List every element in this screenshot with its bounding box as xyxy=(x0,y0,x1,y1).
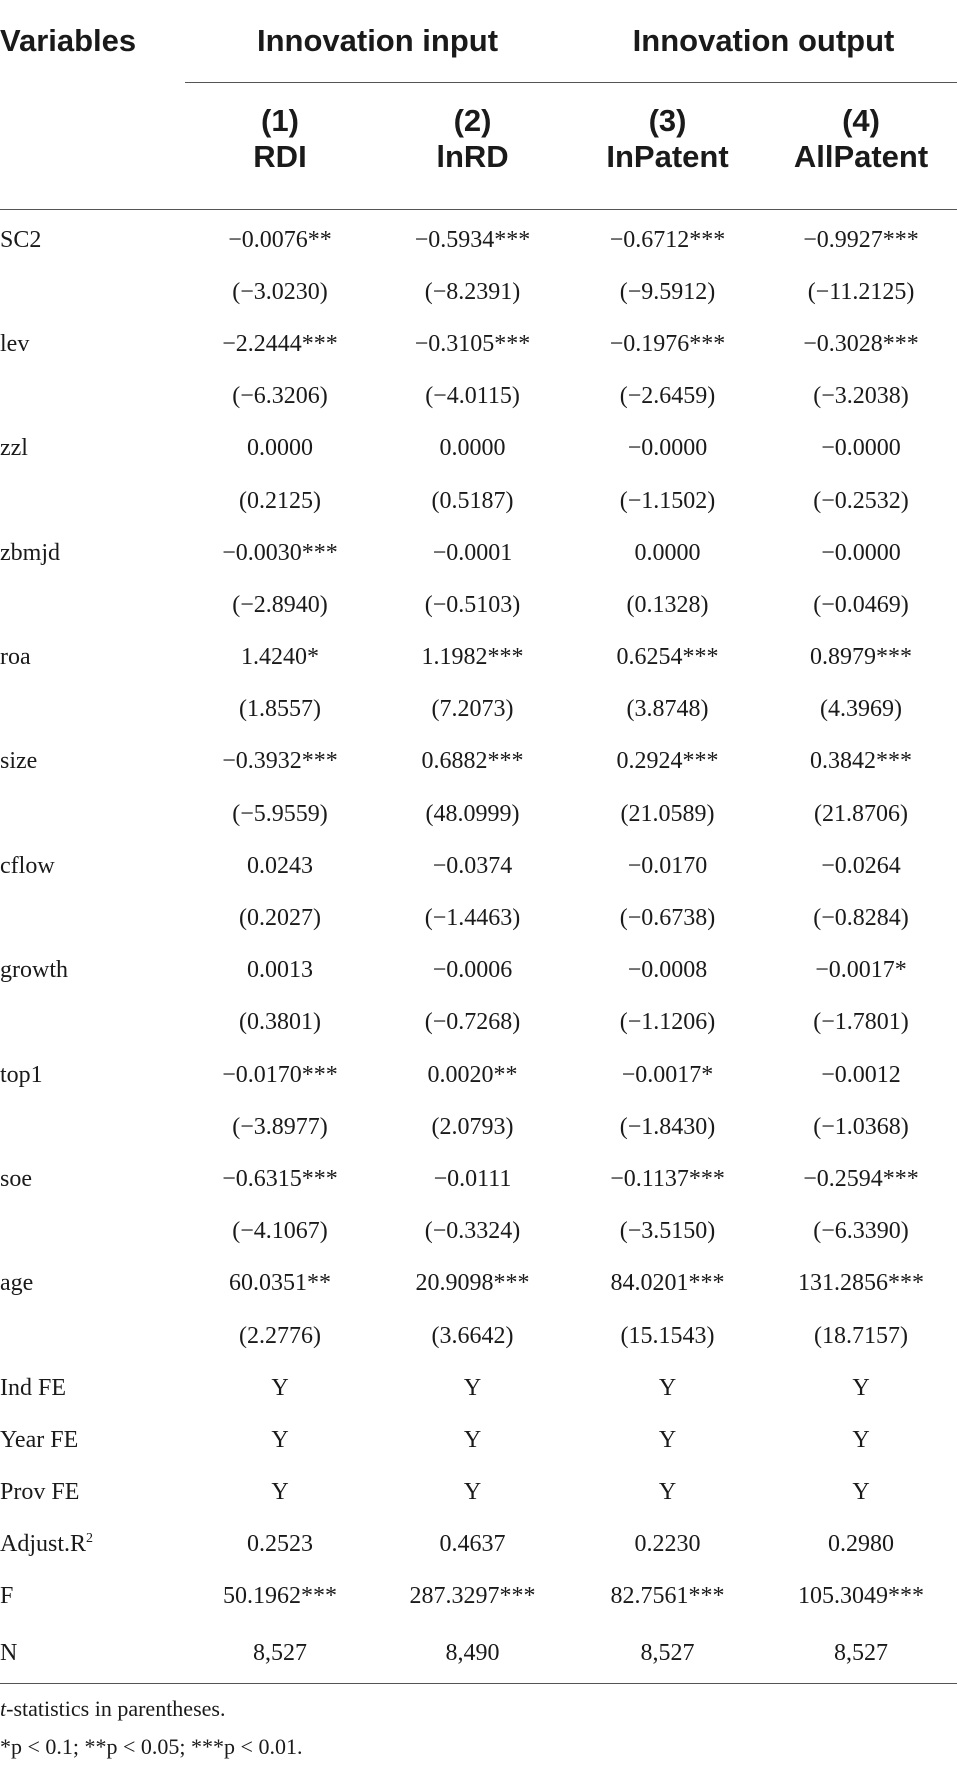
row-label: Ind FE xyxy=(0,1374,66,1401)
table-row xyxy=(0,1467,957,1519)
col-number-2: (2) xyxy=(453,103,492,138)
table-cell: 0.0020** xyxy=(427,1061,518,1088)
group-innovation-input: Innovation input xyxy=(256,23,499,58)
table-cell: Y xyxy=(852,1374,870,1401)
table-cell: 1.4240* xyxy=(241,644,319,671)
table-cell: −0.9927*** xyxy=(803,226,919,253)
table-cell: (−0.5103) xyxy=(424,591,521,618)
table-cell: (−0.7268) xyxy=(424,1009,521,1036)
table-cell: (3.6642) xyxy=(431,1322,514,1349)
table-row xyxy=(0,736,957,788)
table-cell: 0.0000 xyxy=(634,539,701,566)
table-cell: Y xyxy=(658,1426,677,1453)
table-row xyxy=(0,1310,957,1362)
table-cell: (21.0589) xyxy=(620,800,715,827)
row-label: growth xyxy=(0,957,68,984)
table-cell: (−8.2391) xyxy=(424,278,521,305)
table-cell: −0.0000 xyxy=(821,539,901,566)
table-cell: (−1.0368) xyxy=(813,1113,909,1140)
table-cell: −0.0006 xyxy=(432,957,513,984)
table-cell: −0.0374 xyxy=(432,852,513,879)
table-cell: Y xyxy=(463,1479,482,1506)
table-row xyxy=(0,1519,957,1571)
table-cell: 20.9098*** xyxy=(415,1270,530,1297)
table-cell: (−11.2125) xyxy=(807,278,915,305)
table-row xyxy=(0,527,957,579)
col-number-4: (4) xyxy=(842,103,880,138)
variables-header: Variables xyxy=(0,23,137,59)
table-cell: −0.3932*** xyxy=(222,748,338,775)
note-significance: *p < 0.1; **p < 0.05; ***p < 0.01. xyxy=(0,1734,303,1759)
table-cell: −0.1137*** xyxy=(610,1165,725,1192)
note-t-statistics: t-statistics in parentheses. xyxy=(0,1696,226,1721)
table-cell: (1.8557) xyxy=(239,696,321,723)
table-cell: Y xyxy=(852,1479,870,1506)
table-cell: (−0.3324) xyxy=(424,1218,521,1245)
table-row xyxy=(0,1153,957,1205)
table-cell: 8,527 xyxy=(185,1623,375,1684)
row-label xyxy=(0,997,185,1049)
col-number-3: (3) xyxy=(648,103,687,138)
table-row xyxy=(0,997,957,1049)
table-row xyxy=(0,318,957,370)
table-cell: (18.7157) xyxy=(814,1322,908,1349)
table-cell: (−1.1206) xyxy=(619,1009,716,1036)
table-cell: 0.3842*** xyxy=(810,748,913,775)
table-cell: −0.0170*** xyxy=(222,1061,338,1088)
table-cell: −0.0170 xyxy=(627,852,708,879)
row-label: cflow xyxy=(0,852,55,879)
row-label: zzl xyxy=(0,435,28,462)
table-cell: (21.8706) xyxy=(814,800,908,827)
row-label: age xyxy=(0,1270,34,1297)
table-row xyxy=(0,1362,957,1414)
row-label: N xyxy=(0,1623,185,1684)
table-cell: −0.0008 xyxy=(627,957,708,984)
row-label: lev xyxy=(0,330,30,357)
table-cell: −0.0030*** xyxy=(222,539,338,566)
table-cell: 8,490 xyxy=(375,1623,570,1684)
row-label: SC2 xyxy=(0,226,42,253)
table-cell: 0.8979*** xyxy=(810,644,913,671)
table-cell: −0.2594*** xyxy=(803,1165,919,1192)
table-cell: 0.2523 xyxy=(247,1531,313,1558)
row-label: $Adjust.R^2$ xyxy=(0,1531,94,1558)
table-cell: (4.3969) xyxy=(820,696,902,723)
table-cell: (−4.0115) xyxy=(425,383,520,410)
table-cell: (−0.2532) xyxy=(813,487,909,514)
table-cell: Y xyxy=(271,1426,289,1453)
table-cell: Y xyxy=(463,1426,482,1453)
table-cell: 131.2856*** xyxy=(798,1270,925,1297)
table-cell: (−0.8284) xyxy=(813,905,909,932)
table-cell: (0.1328) xyxy=(626,591,709,618)
table-cell: −0.0000 xyxy=(821,435,901,462)
row-label: zbmjd xyxy=(0,539,60,566)
table-cell: (−6.3390) xyxy=(813,1218,909,1245)
table-cell: 105.3049*** xyxy=(798,1583,925,1610)
table-cell: −0.0012 xyxy=(821,1061,901,1088)
row-label: size xyxy=(0,748,38,775)
col-name-inpatent: InPatent xyxy=(570,139,765,210)
table-cell: Y xyxy=(658,1479,677,1506)
table-row xyxy=(0,1049,957,1101)
table-row xyxy=(0,1623,957,1684)
table-cell: (2.0793) xyxy=(431,1113,514,1140)
table-cell: Y xyxy=(271,1374,289,1401)
table-cell: −0.0017* xyxy=(815,957,907,984)
table-cell: Y xyxy=(852,1426,870,1453)
table-row xyxy=(0,945,957,997)
col-name-rdi: RDI xyxy=(185,139,375,210)
table-cell: −0.0111 xyxy=(433,1165,512,1192)
table-cell: −0.0000 xyxy=(627,435,708,462)
row-label xyxy=(0,1310,185,1362)
table-cell: (−9.5912) xyxy=(619,278,716,305)
table-cell: (−0.6738) xyxy=(619,905,716,932)
table-cell: (15.1543) xyxy=(620,1322,715,1349)
table-cell: (48.0999) xyxy=(425,800,520,827)
table-row xyxy=(0,475,957,527)
table-cell: 0.6882*** xyxy=(421,748,524,775)
table-cell: 0.0243 xyxy=(247,852,313,879)
table-cell: (0.3801) xyxy=(239,1009,321,1036)
table-cell: −0.0076** xyxy=(228,226,332,253)
table-cell: (−3.2038) xyxy=(813,383,909,410)
row-label: Prov FE xyxy=(0,1479,80,1506)
table-cell: 0.0000 xyxy=(439,435,506,462)
col-name-lnrd: lnRD xyxy=(375,139,570,210)
table-cell: (−1.7801) xyxy=(813,1009,909,1036)
table-cell: Y xyxy=(658,1374,677,1401)
table-row xyxy=(0,840,957,892)
table-cell: −0.3028*** xyxy=(803,330,919,357)
table-row xyxy=(0,684,957,736)
table-row xyxy=(0,1101,957,1153)
table-cell: 0.4637 xyxy=(439,1531,506,1558)
table-cell: −0.0001 xyxy=(432,539,513,566)
row-label xyxy=(0,788,185,840)
row-label: Year FE xyxy=(0,1426,79,1453)
row-label xyxy=(0,266,185,318)
group-innovation-output: Innovation output xyxy=(632,23,895,58)
row-label: top1 xyxy=(0,1061,43,1088)
table-cell: (−6.3206) xyxy=(232,383,328,410)
row-label xyxy=(0,371,185,423)
table-cell: −0.0264 xyxy=(821,852,901,879)
row-label xyxy=(0,684,185,736)
table-cell: 0.2980 xyxy=(828,1531,895,1558)
table-cell: −2.2444*** xyxy=(222,330,338,357)
table-cell: (−3.5150) xyxy=(619,1218,716,1245)
table-cell: (−4.1067) xyxy=(232,1218,328,1245)
table-cell: 0.0000 xyxy=(247,435,313,462)
table-cell: 0.6254*** xyxy=(616,644,719,671)
row-label: F xyxy=(0,1583,14,1610)
table-cell: 0.0013 xyxy=(247,957,313,984)
table-body xyxy=(0,210,957,1684)
table-cell: (2.2776) xyxy=(239,1322,321,1349)
table-cell: (−3.0230) xyxy=(232,278,328,305)
table-cell: (−1.8430) xyxy=(619,1113,716,1140)
table-cell: (7.2073) xyxy=(431,696,514,723)
table-row xyxy=(0,788,957,840)
table-cell: −0.3105*** xyxy=(414,330,531,357)
table-row xyxy=(0,1206,957,1258)
table-cell: (0.2125) xyxy=(239,487,321,514)
table-cell: (−0.0469) xyxy=(813,591,909,618)
table-cell: −0.0017* xyxy=(621,1061,714,1088)
table-cell: −0.6712*** xyxy=(609,226,726,253)
table-cell: Y xyxy=(463,1374,482,1401)
table-cell: (−3.8977) xyxy=(232,1113,328,1140)
table-cell: (−2.8940) xyxy=(232,591,328,618)
table-row xyxy=(0,210,957,267)
table-cell: 8,527 xyxy=(765,1623,957,1684)
col-number-1: (1) xyxy=(261,103,299,138)
table-cell: −0.6315*** xyxy=(222,1165,338,1192)
row-label: roa xyxy=(0,644,31,671)
table-row xyxy=(0,266,957,318)
table-row xyxy=(0,423,957,475)
row-label xyxy=(0,579,185,631)
row-label xyxy=(0,475,185,527)
table-cell: 0.2230 xyxy=(634,1531,701,1558)
table-cell: 287.3297*** xyxy=(409,1583,536,1610)
table-row xyxy=(0,632,957,684)
table-notes xyxy=(0,1690,302,1766)
table-cell: Y xyxy=(271,1479,289,1506)
table-row xyxy=(0,892,957,944)
table-cell: 82.7561*** xyxy=(610,1583,725,1610)
table-row xyxy=(0,1571,957,1623)
table-cell: 0.2924*** xyxy=(616,748,719,775)
table-row xyxy=(0,371,957,423)
table-cell: 50.1962*** xyxy=(223,1583,337,1610)
col-name-allpatent: AllPatent xyxy=(765,139,957,210)
row-label: soe xyxy=(0,1165,32,1192)
table-cell: (3.8748) xyxy=(626,696,709,723)
table-cell: (−5.9559) xyxy=(232,800,328,827)
row-label xyxy=(0,892,185,944)
row-label xyxy=(0,1101,185,1153)
table-cell: (0.2027) xyxy=(239,905,321,932)
table-row xyxy=(0,1414,957,1466)
table-cell: −0.5934*** xyxy=(414,226,531,253)
table-cell: (−2.6459) xyxy=(619,383,716,410)
table-cell: 60.0351** xyxy=(229,1270,331,1297)
table-cell: (−1.1502) xyxy=(619,487,716,514)
table-cell: 8,527 xyxy=(570,1623,765,1684)
row-label xyxy=(0,1206,185,1258)
table-cell: 84.0201*** xyxy=(610,1270,725,1297)
table-cell: −0.1976*** xyxy=(609,330,726,357)
table-cell: 1.1982*** xyxy=(421,644,524,671)
table-cell: (0.5187) xyxy=(431,487,514,514)
table-cell: (−1.4463) xyxy=(424,905,521,932)
table-row xyxy=(0,1258,957,1310)
table-row xyxy=(0,579,957,631)
